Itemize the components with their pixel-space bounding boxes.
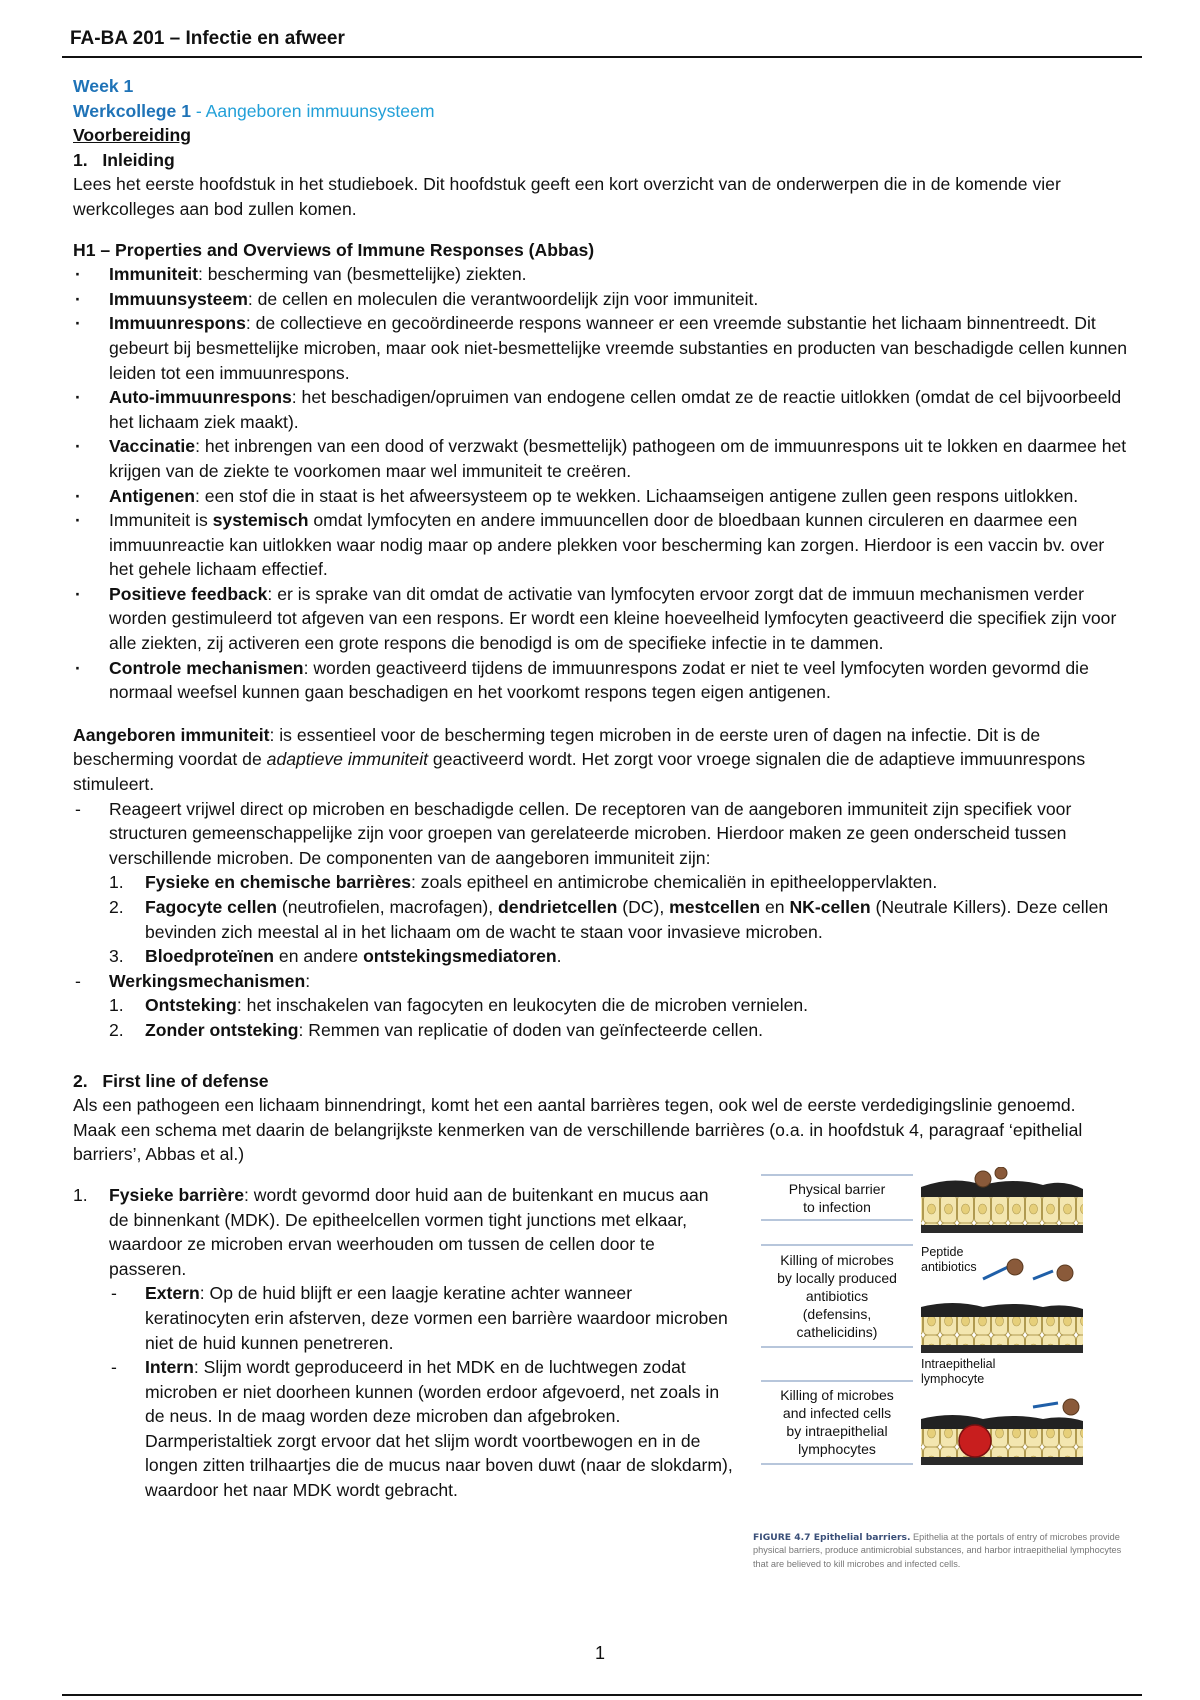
section-1-heading [73,148,1133,173]
peptide-label-line1: Peptide [921,1244,964,1259]
section-2-number: 2. [73,1070,88,1091]
term: systemisch [212,510,309,531]
list-item: - Reageert vrijwel direct op microben en beschadigde cellen. De receptoren van de aangeboren immuniteit zijn specifiek voor structuren gemeenschappelijke zijn voor groepen van gerelateerde microben. Hierdoor maken ze geen onderscheid tussen verschillende microben. De componenten van de aangeboren immuniteit zijn: 1. Fysieke en chemische barrières: zoals epitheel en antimicrobe chemicaliën in epitheeloppervlakten. 2. Fagocyte cellen (neutrofielen, macrofagen), dendrietcellen (DC), mestcellen en NK-cellen (Neutrale Killers). Deze cellen bevinden zich meestal al in het lichaam om de wacht te staan voor invasieve microben. 3. Bloedproteïnen en andere ontstekingsmediatoren. [73,797,1133,969]
item-number: 1. [109,995,124,1016]
page-number: 1 [594,1643,605,1663]
section-2-paragraph-2: Maak een schema met daarin de belangrijkste kenmerken van de verschillende barrières (o.a. in hoofdstuk 4, paragraaf ‘epithelial barriers’, Abbas et al.) [73,1119,1083,1165]
panel1-line2: to infection [803,1198,871,1215]
list-item: - Werkingsmechanismen: 1. Ontsteking: het inschakelen van fagocyten en leukocyten die de microben vernielen. 2. Zonder ontsteking: Remmen van replicatie of doden van geïnfecteerde cellen. [73,969,1133,1043]
panel2-line3: antibiotics [805,1287,869,1304]
term: NK-cellen [789,897,871,917]
panel2-line5: cathelicidins) [796,1323,878,1340]
figure-illustration [753,1167,1123,1527]
definition: omdat lymfocyten en andere immuuncellen door de bloedbaan kunnen circuleren en daarmee een immuunreactie kan uitlokken waar nodig maar op andere plekken voor bescherming kan zorgen. Hierdoor is een vaccin bv. over het gehele lichaam effectief. [109,510,1105,580]
text: : Op de huid blijft er een laagje keratine achter wanneer keratinocyten erin afsterven, deze vormen een barrière waardoor microben niet de huid kunnen penetreren. [145,1283,728,1353]
list-item: - Extern: Op de huid blijft er een laagje keratine achter wanneer keratinocyten erin afsterven, deze vormen een barrière waardoor microben niet de huid kunnen penetreren. [111,1283,728,1353]
item-number: 3. [109,946,124,967]
h1-chapter-title-text: H1 – Properties and Overviews of Immune Responses (Abbas) [73,239,595,260]
voorbereiding-heading: Voorbereiding [73,125,191,146]
barrier-sublist [109,1281,733,1502]
definition: : de cellen en moleculen die verantwoordelijk zijn voor immuniteit. [247,288,759,309]
intraepithelial-label-line2: lymphocyte [921,1371,985,1386]
list-item [73,582,1133,656]
prefix: Immuniteit is [109,510,213,531]
werkcollege-subtitle: - Aangeboren immuunsysteem [191,100,435,121]
list-item [109,944,1133,969]
text: : is essentieel voor de bescherming tegen microben in de eerste uren of dagen na infectie. Dit is de bescherming voordat de [73,724,1041,770]
section-1-title: Inleiding [102,149,175,170]
arrow-icon [1033,1403,1058,1407]
section-1-number: 1. [73,149,88,170]
microbe-icon [1007,1259,1023,1275]
panel3-line1: Killing of microbes [780,1386,894,1403]
arrow-icon [1033,1271,1053,1279]
definition: : bescherming van (besmettelijke) ziekten. [197,264,527,285]
list-item [73,508,1133,582]
term: Bloedproteïnen [145,946,275,967]
text: : wordt gevormd door huid aan de buitenkant en mucus aan de binnenkant (MDK). De epitheelcellen vormen tight junctions met elkaar, waardoor ze microben ervan weerhouden om tussen de cellen door te passeren. [109,1184,709,1279]
microbe-icon [995,1167,1007,1179]
item-number: 1. [73,1184,88,1205]
list-item [73,262,1133,287]
barrier-list [73,1183,733,1503]
term: Immuunrespons [109,313,246,334]
text: en andere [274,946,364,967]
text: (Neutrale Killers). Deze cellen bevinden zich meestal al in het lichaam om de wacht te staan voor invasieve microben. [145,897,1109,942]
term: Vaccinatie [109,436,196,457]
figure-caption [753,1531,1123,1572]
term: Fagocyte cellen [145,897,278,917]
text: : Slijm wordt geproduceerd in het MDK en de luchtwegen zodat microben er niet doorheen kunnen (worden erdoor afgevoerd, net zoals in de neus. In de maag worden deze microben dan afgebroken. Darmperistaltiek zorgt ervoor dat het slijm wordt voortbewogen en in de longen zitten trilhaartjes die de mucus naar boven duwt (naar de slokdarm), waardoor het naar MDK wordt gebracht. [145,1357,733,1501]
arrow-icon [983,1267,1008,1279]
section-2-title: First line of defense [102,1070,269,1091]
panel2-line2: by locally produced [777,1269,897,1286]
definition: : de collectieve en gecoördineerde respons wanneer er een vreemde substantie het lichaam binnentreedt. Dit gebeurt bij besmettelijke microben, maar ook niet-besmettelijke vreemde substanties en producten van beschadigde cellen kunnen leiden tot een immuunrespons. [109,313,1128,383]
barrier-section [73,1180,1133,1569]
list-item [73,287,1133,312]
epithelium-panel-2 [921,1245,1083,1353]
panel3-line4: lymphocytes [798,1440,876,1457]
item-number: 2. [109,1019,124,1040]
section-2-paragraph-1: Als een pathogeen een lichaam binnendringt, komt het een aantal barrières tegen, ook wel de eerste verdedigingslinie genoemd. [73,1095,1076,1116]
term: ontstekingsmediatoren [363,946,557,967]
microbe-icon [1063,1399,1079,1415]
term: Ontsteking [145,995,237,1016]
footer-rule [62,1694,1142,1696]
term: Fysieke barrière [109,1184,244,1205]
week-heading: Week 1 [73,76,134,96]
panel3-line2: and infected cells [782,1404,892,1421]
microbe-icon [975,1171,991,1187]
epithelium-panel-3 [921,1357,1083,1465]
text: . [556,946,562,967]
text: (DC), [617,897,670,917]
panel1-line1: Physical barrier [788,1180,886,1197]
lymphocyte-icon [959,1425,991,1457]
text: en [760,897,790,917]
list-item [73,385,1133,434]
term: mestcellen [669,897,761,917]
reageert-text: Reageert vrijwel direct op microben en beschadigde cellen. De receptoren van de aangeboren immuniteit zijn specifiek voor structuren gemeenschappelijke zijn voor groepen van gerelateerde microben. Hierdoor maken ze geen onderscheid tussen verschillende microben. De componenten van de aangeboren immuniteit zijn: [109,798,1072,868]
list-item [109,895,1133,944]
list-item [73,656,1133,705]
list-item [73,434,1133,483]
definitions-list [73,262,1133,705]
list-item: - Intern: Slijm wordt geproduceerd in het MDK en de luchtwegen zodat microben er niet doorheen kunnen (worden erdoor afgevoerd, net zoals in de neus. In de maag worden deze microben dan afgebroken. Darmperistaltiek zorgt ervoor dat het slijm wordt voortbewogen en in de longen zitten trilhaartjes die de mucus naar boven duwt (naar de slokdarm), waardoor het naar MDK wordt gebracht. [111,1357,733,1501]
term: Auto-immuunrespons [109,387,292,408]
page-content [73,74,1133,1569]
werkcollege-heading [73,99,1133,124]
panel3-line3: by intraepithelial [786,1422,888,1439]
term: Werkingsmechanismen [109,970,306,991]
term: Immuniteit [109,264,198,285]
term: Zonder ontsteking [145,1019,299,1040]
term: Aangeboren immuniteit [73,724,270,745]
list-item [109,870,1133,895]
definition: : worden geactiveerd tijdens de immuunrespons zodat er niet te veel lymfocyten worden gevormd die normaal weefsel kunnen gaan beschadigen en het voorkomt respons tegen eigen antigenen. [109,657,1089,703]
list-item [73,484,1133,509]
text: : Remmen van replicatie of doden van geïnfecteerde cellen. [298,1019,764,1040]
microbe-icon [1057,1265,1073,1281]
text: : het inschakelen van fagocyten en leukocyten die de microben vernielen. [236,995,809,1016]
text: : [305,970,311,991]
item-number: 2. [109,897,124,917]
h1-chapter-title [73,238,1133,263]
definition: : het beschadigen/opruimen van endogene cellen omdat ze de reactie uitlokken (omdat de cel bijvoorbeeld het lichaam ziek maakt). [109,387,1122,432]
epithelial-barriers-figure [753,1167,1133,1572]
term: Fysieke en chemische barrières [145,872,412,893]
barrier-text-column [73,1183,733,1503]
list-item [73,1183,733,1503]
figure-caption-text: Epithelia at the portals of entry of microbes provide physical barriers, produce antimicrobial substances, and harbor intraepithelial lymphocytes that are believed to kill microbes and infected cells. [753,1531,1122,1569]
text: (neutrofielen, macrofagen), [277,897,499,917]
page-header-title: FA-BA 201 – Infectie en afweer [70,28,345,49]
term: Immuunsysteem [109,288,248,309]
term: Antigenen [109,485,196,506]
term: Extern [145,1283,200,1304]
italic-term: adaptieve immuniteit [266,749,429,770]
list-item [109,993,1133,1018]
figure-caption-label: FIGURE 4.7 Epithelial barriers. [753,1531,911,1543]
definition: : het inbrengen van een dood of verzwakt (besmettelijk) pathogeen om de immuunrespons uit te lokken en daarmee het krijgen van de ziekte te voorkomen maar wel immuniteit te creëren. [109,436,1127,481]
term: dendrietcellen [498,897,618,917]
components-list [109,870,1133,968]
mechanisms-list [109,993,1133,1042]
definition: : een stof die in staat is het afweersysteem op te wekken. Lichaamseigen antigene zullen geen respons uitlokken. [195,485,1079,506]
item-number: 1. [109,872,124,893]
term: Controle mechanismen [109,657,304,678]
header-rule [62,56,1142,58]
text: : zoals epitheel en antimicrobe chemicaliën in epitheeloppervlakten. [411,872,938,893]
definition: : er is sprake van dit omdat de activatie van lymfocyten ervoor zorgt dat de immuun mechanismen verder worden gestimuleerd tot afgeven van een respons. Er wordt een kleine hoeveelheid lymfocyten geactiveerd die specifiek zijn voor alle ziekten, zij activeren een grote respons die benodigd is om de specifieke infectie in te dammen. [109,583,1117,654]
list-item [73,311,1133,385]
list-item [109,1018,1133,1043]
aangeboren-dash-list [73,797,1133,1043]
epithelium-panel-1 [921,1167,1083,1233]
peptide-label-line2: antibiotics [921,1259,977,1274]
werkcollege-label: Werkcollege 1 [73,100,192,121]
section-2-heading [73,1069,1133,1094]
section-1-text: Lees het eerste hoofdstuk in het studieboek. Dit hoofdstuk geeft een kort overzicht van de onderwerpen die in de komende vier werkcolleges aan bod zullen komen. [73,174,1061,219]
term: Intern [145,1357,194,1378]
term: Positieve feedback [109,583,268,604]
panel2-line4: (defensins, [802,1305,872,1322]
panel2-line1: Killing of microbes [780,1251,894,1268]
intraepithelial-label-line1: Intraepithelial [921,1356,996,1371]
text: geactiveerd wordt. Het zorgt voor vroege signalen die de adaptieve immuunrespons stimuleert. [73,749,1086,795]
aangeboren-paragraph [73,723,1133,797]
